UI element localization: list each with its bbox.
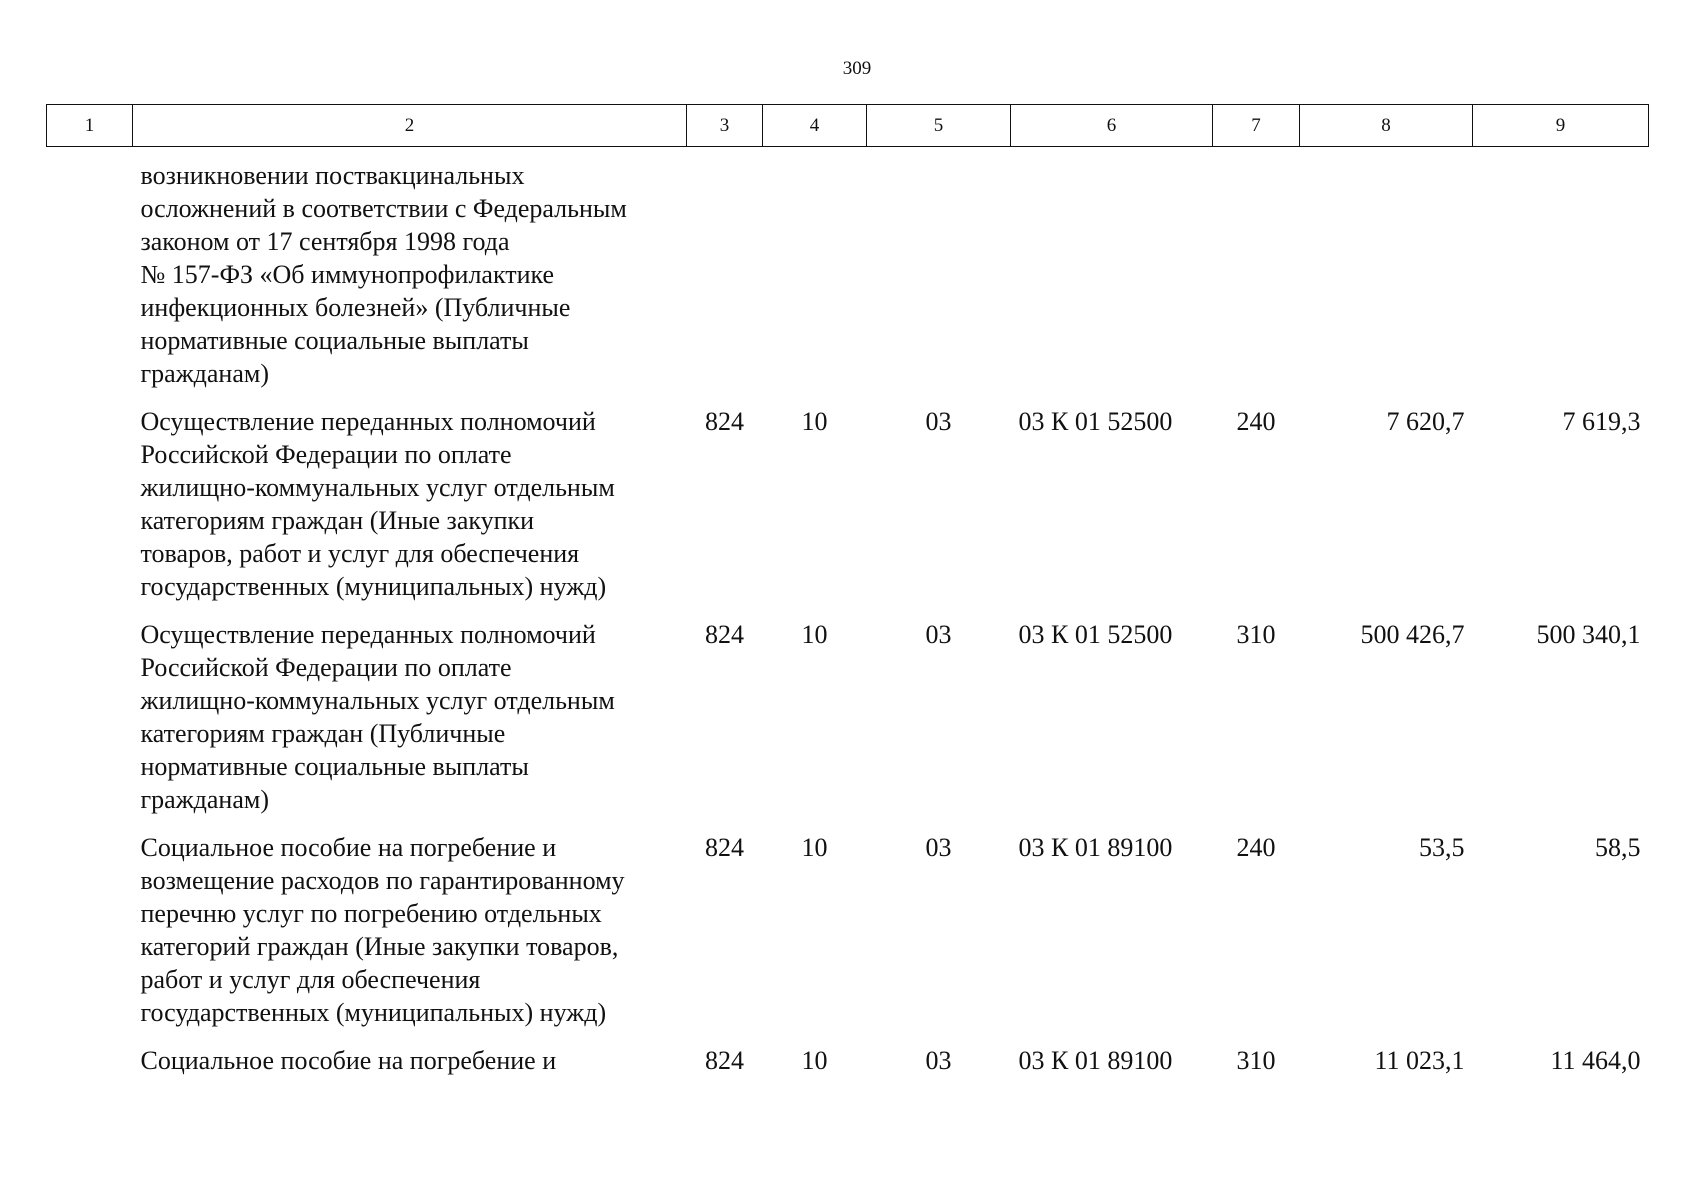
expense-type-cell: 310 bbox=[1236, 620, 1276, 649]
description-line: товаров, работ и услуг для обеспечения bbox=[140, 539, 580, 568]
description-cell bbox=[133, 1029, 687, 1077]
description-line: Российской Федерации по оплате bbox=[140, 653, 512, 682]
column-header-6: 6 bbox=[1011, 105, 1213, 147]
description-line: категориям граждан (Иные закупки bbox=[140, 506, 535, 535]
row-index-cell bbox=[47, 816, 133, 1029]
amount-cell-col9: 58,5 bbox=[1595, 833, 1641, 862]
description-line: возмещение расходов по гарантированному bbox=[140, 866, 625, 895]
column-header-4: 4 bbox=[763, 105, 867, 147]
amount-cell-col9: 11 464,0 bbox=[1550, 1046, 1641, 1075]
amount-cell-col9: 7 619,3 bbox=[1562, 407, 1641, 436]
row-index-cell bbox=[47, 1029, 133, 1077]
description-line: инфекционных болезней» (Публичные bbox=[140, 293, 571, 322]
section-cell bbox=[763, 147, 867, 391]
subsection-cell: 03 bbox=[925, 407, 952, 436]
description-line: возникновении поствакцинальных bbox=[140, 161, 525, 190]
column-header-5: 5 bbox=[867, 105, 1011, 147]
target-article-cell: 03 К 01 89100 bbox=[1018, 1046, 1173, 1075]
amount-cell-col9: 500 340,1 bbox=[1536, 620, 1641, 649]
amount-cell-col8: 53,5 bbox=[1419, 833, 1465, 862]
description-line: № 157-ФЗ «Об иммунопрофилактике bbox=[140, 260, 555, 289]
section-cell: 10 bbox=[801, 1046, 828, 1075]
description-line: Осуществление переданных полномочий bbox=[140, 407, 596, 436]
expense-type-cell: 240 bbox=[1236, 833, 1276, 862]
subsection-cell: 03 bbox=[925, 1046, 952, 1075]
description-line: государственных (муниципальных) нужд) bbox=[140, 572, 607, 601]
column-header-7: 7 bbox=[1213, 105, 1300, 147]
amount-cell-col8: 500 426,7 bbox=[1360, 620, 1465, 649]
target-article-cell bbox=[1011, 147, 1213, 391]
table-row bbox=[47, 147, 1649, 391]
table-row bbox=[47, 390, 1649, 603]
description-line: жилищно-коммунальных услуг отдельным bbox=[140, 686, 615, 715]
subsection-cell: 03 bbox=[925, 833, 952, 862]
description-line: Осуществление переданных полномочий bbox=[140, 620, 596, 649]
subsection-cell bbox=[867, 147, 1011, 391]
description-line: Социальное пособие на погребение и bbox=[140, 833, 557, 862]
table-row bbox=[47, 603, 1649, 816]
description-line: гражданам) bbox=[140, 359, 270, 388]
description-line: жилищно-коммунальных услуг отдельным bbox=[140, 473, 615, 502]
column-header-2: 2 bbox=[133, 105, 687, 147]
row-index-cell bbox=[47, 603, 133, 816]
expense-type-cell: 310 bbox=[1236, 1046, 1276, 1075]
target-article-cell: 03 К 01 52500 bbox=[1018, 620, 1173, 649]
description-line: нормативные социальные выплаты bbox=[140, 752, 529, 781]
description-cell bbox=[133, 147, 687, 391]
budget-table bbox=[46, 104, 1649, 1077]
description-cell bbox=[133, 390, 687, 603]
expense-type-cell bbox=[1213, 147, 1300, 391]
description-line: работ и услуг для обеспечения bbox=[140, 965, 481, 994]
amount-cell-col8: 11 023,1 bbox=[1374, 1046, 1465, 1075]
description-cell bbox=[133, 816, 687, 1029]
section-cell: 10 bbox=[801, 833, 828, 862]
description-line: категориям граждан (Публичные bbox=[140, 719, 506, 748]
description-line: гражданам) bbox=[140, 785, 270, 814]
table-row bbox=[47, 1029, 1649, 1077]
amount-cell-col8 bbox=[1300, 147, 1473, 391]
description-line: Российской Федерации по оплате bbox=[140, 440, 512, 469]
table-row bbox=[47, 816, 1649, 1029]
admin-code-cell: 824 bbox=[705, 833, 744, 862]
description-line: Социальное пособие на погребение и bbox=[140, 1046, 557, 1075]
admin-code-cell: 824 bbox=[705, 1046, 744, 1075]
expense-type-cell: 240 bbox=[1236, 407, 1276, 436]
admin-code-cell: 824 bbox=[705, 407, 744, 436]
description-line: государственных (муниципальных) нужд) bbox=[140, 998, 607, 1027]
subsection-cell: 03 bbox=[925, 620, 952, 649]
description-cell bbox=[133, 603, 687, 816]
admin-code-cell bbox=[687, 147, 763, 391]
row-index-cell bbox=[47, 390, 133, 603]
section-cell: 10 bbox=[801, 620, 828, 649]
description-line: перечню услуг по погребению отдельных bbox=[140, 899, 602, 928]
target-article-cell: 03 К 01 52500 bbox=[1018, 407, 1173, 436]
column-header-3: 3 bbox=[687, 105, 763, 147]
column-header-8: 8 bbox=[1300, 105, 1473, 147]
page-number: 309 bbox=[842, 58, 872, 79]
section-cell: 10 bbox=[801, 407, 828, 436]
description-line: нормативные социальные выплаты bbox=[140, 326, 529, 355]
target-article-cell: 03 К 01 89100 bbox=[1018, 833, 1173, 862]
description-line: законом от 17 сентября 1998 года bbox=[140, 227, 510, 256]
amount-cell-col8: 7 620,7 bbox=[1386, 407, 1465, 436]
amount-cell-col9 bbox=[1473, 147, 1649, 391]
row-index-cell bbox=[47, 147, 133, 391]
column-header-9: 9 bbox=[1473, 105, 1649, 147]
admin-code-cell: 824 bbox=[705, 620, 744, 649]
column-number-header-row bbox=[47, 105, 1649, 147]
description-line: осложнений в соответствии с Федеральным bbox=[140, 194, 627, 223]
description-line: категорий граждан (Иные закупки товаров, bbox=[140, 932, 619, 961]
column-header-1: 1 bbox=[47, 105, 133, 147]
